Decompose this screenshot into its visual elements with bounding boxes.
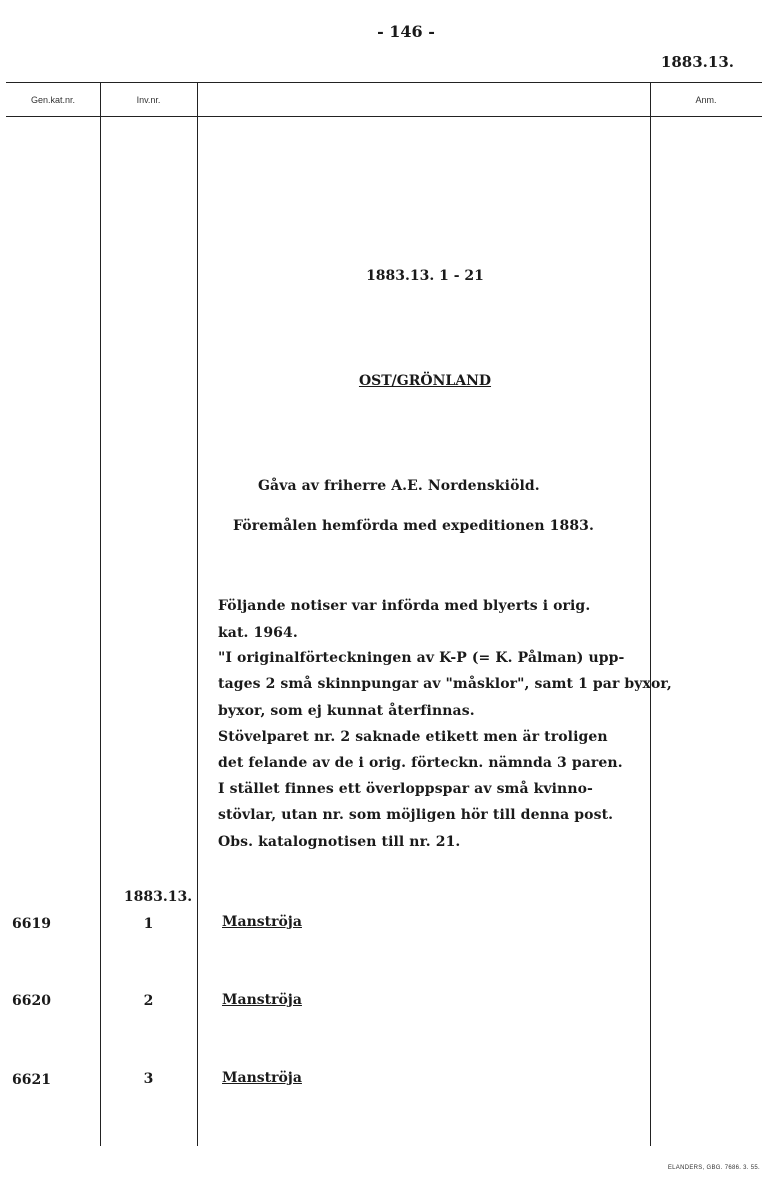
note-line: Obs. katalognotisen till nr. 21. xyxy=(218,834,461,850)
catalog-reference: 1883.13. xyxy=(660,53,734,71)
printer-imprint: ELANDERS, GBG. 7686. 3. 55. xyxy=(667,1165,760,1171)
item-name: Manströja xyxy=(222,992,302,1008)
note-line: det felande av de i orig. förteckn. nämnda 3 paren. xyxy=(218,755,623,771)
column-header-inv: Inv.nr. xyxy=(136,95,161,105)
donor-line: Gåva av friherre A.E. Nordenskiöld. xyxy=(258,478,540,494)
column-divider-2 xyxy=(197,82,198,1146)
note-line: kat. 1964. xyxy=(218,625,298,641)
column-header-anm: Anm. xyxy=(695,95,717,105)
column-divider-1 xyxy=(100,82,101,1146)
column-divider-3 xyxy=(650,82,651,1146)
inventory-prefix: 1883.13. xyxy=(123,889,193,905)
expedition-line: Föremålen hemförda med expeditionen 1883. xyxy=(233,518,594,534)
header-rule-bottom xyxy=(6,116,762,117)
note-line: stövlar, utan nr. som möjligen hör till denna post. xyxy=(218,807,614,823)
header-rule-top xyxy=(6,82,762,83)
note-line: "I originalförteckningen av K-P (= K. Pålman) upp- xyxy=(218,650,625,666)
note-line: Följande notiser var införda med blyerts i orig. xyxy=(218,598,591,614)
inv-nr: 2 xyxy=(143,993,154,1009)
note-line: I stället finnes ett överloppspar av små kvinno- xyxy=(218,781,593,797)
note-line: byxor, som ej kunnat återfinnas. xyxy=(218,703,475,719)
column-header-gen-kat: Gen.kat.nr. xyxy=(30,95,76,105)
range-title: 1883.13. 1 - 21 xyxy=(366,268,484,284)
note-line: Stövelparet nr. 2 saknade etikett men är troligen xyxy=(218,729,608,745)
page-number: - 146 - xyxy=(377,22,435,41)
gen-kat-nr: 6621 xyxy=(12,1072,51,1088)
item-name: Manströja xyxy=(222,914,302,930)
inv-nr: 1 xyxy=(143,916,154,932)
item-name: Manströja xyxy=(222,1070,302,1086)
inv-nr: 3 xyxy=(143,1071,154,1087)
gen-kat-nr: 6619 xyxy=(12,916,51,932)
region-heading: OST/GRÖNLAND xyxy=(358,373,492,389)
gen-kat-nr: 6620 xyxy=(12,993,51,1009)
note-line: tages 2 små skinnpungar av "måsklor", samt 1 par byxor, xyxy=(218,676,672,692)
